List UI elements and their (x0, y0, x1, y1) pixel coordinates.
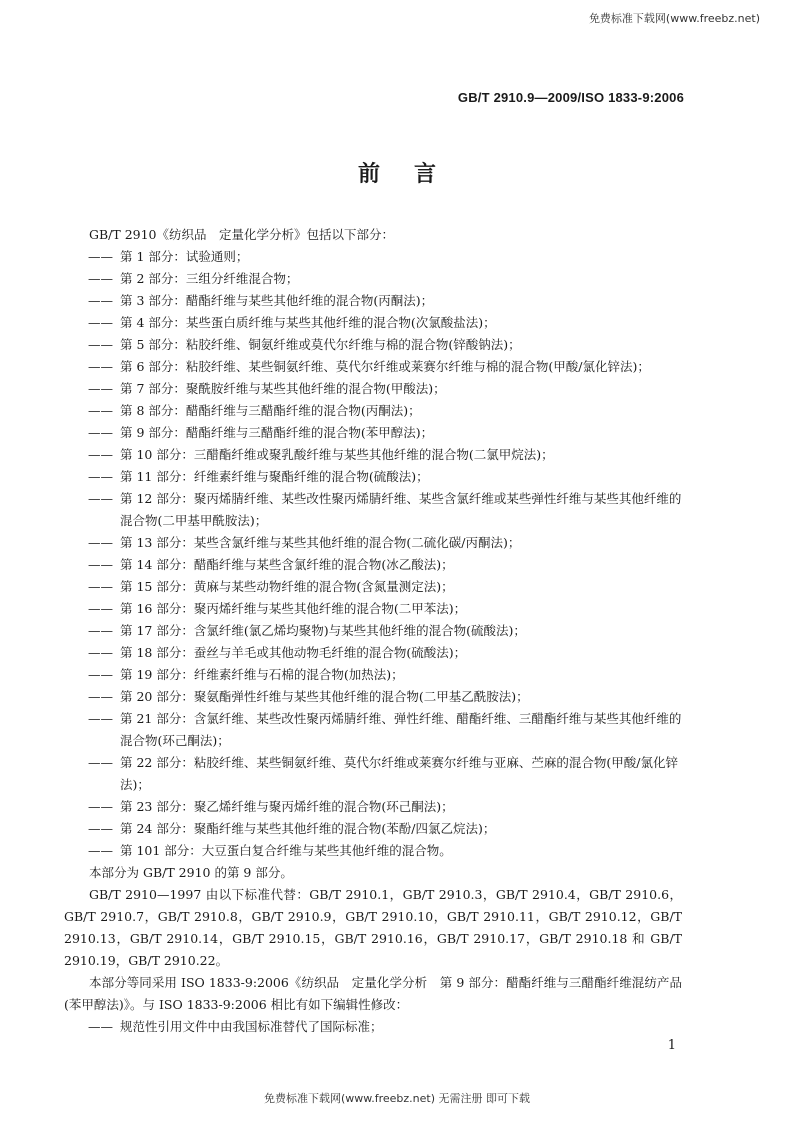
list-dash: —— (88, 821, 113, 836)
list-dash: —— (88, 293, 113, 308)
document-body (64, 224, 682, 1038)
intro-paragraph: GB/T 2910《纺织品 定量化学分析》包括以下部分： (89, 227, 395, 242)
list-item (88, 598, 682, 620)
list-dash: —— (88, 557, 113, 572)
list-dash: —— (88, 623, 113, 638)
list-item (88, 488, 682, 532)
list-item (88, 334, 682, 356)
list-dash: —— (88, 535, 113, 550)
list-dash: —— (88, 667, 113, 682)
list-dash: —— (88, 579, 113, 594)
list-dash: —— (88, 315, 113, 330)
list-dash: —— (88, 403, 113, 418)
list-item-text: 第 18 部分：蚕丝与羊毛或其他动物毛纤维的混合物(硫酸法)； (120, 645, 467, 660)
list-item (88, 708, 682, 752)
list-item-text: 第 13 部分：某些含氯纤维与某些其他纤维的混合物(二硫化碳/丙酮法)； (120, 535, 521, 550)
list-item (88, 1016, 682, 1038)
list-dash: —— (88, 711, 113, 726)
list-dash: —— (88, 425, 113, 440)
list-item-text: 第 8 部分：醋酯纤维与三醋酯纤维的混合物(丙酮法)； (120, 403, 421, 418)
list-item (88, 268, 682, 290)
list-dash: —— (88, 843, 113, 858)
list-item-text: 第 3 部分：醋酯纤维与某些其他纤维的混合物(丙酮法)； (120, 293, 434, 308)
list-dash: —— (88, 249, 113, 264)
list-dash: —— (88, 755, 113, 770)
list-item-text: 第 17 部分：含氯纤维(氯乙烯均聚物)与某些其他纤维的混合物(硫酸法)； (120, 623, 526, 638)
list-item (88, 554, 682, 576)
list-item-text: 第 1 部分：试验通则； (120, 249, 249, 264)
watermark-top: 免费标准下载网(www.freebz.net) (588, 12, 760, 25)
list-item-text: 第 22 部分：粘胶纤维、某些铜氨纤维、莫代尔纤维或莱赛尔纤维与亚麻、苎麻的混合物(甲酸/氯化锌法)； (120, 755, 678, 792)
list-item (88, 796, 682, 818)
list-item-text: 第 101 部分：大豆蛋白复合纤维与某些其他纤维的混合物。 (120, 843, 452, 858)
list-dash: —— (88, 491, 113, 506)
list-dash: —— (88, 381, 113, 396)
page-title: 前言 (357, 162, 470, 187)
list-item-text: 第 5 部分：粘胶纤维、铜氨纤维或莫代尔纤维与棉的混合物(锌酸钠法)； (120, 337, 521, 352)
list-dash: —— (88, 447, 113, 462)
list-item (88, 290, 682, 312)
adoption-statement: 本部分等同采用 ISO 1833-9:2006《纺织品 定量化学分析 第 9 部分：醋酯纤维与三醋酯纤维混纺产品(苯甲醇法)》。与 ISO 1833-9:2006 相比有如下编辑性修改： (64, 975, 682, 1012)
list-item (88, 422, 682, 444)
list-item (88, 312, 682, 334)
list-dash: —— (88, 689, 113, 704)
list-item-text: 第 24 部分：聚酯纤维与某些其他纤维的混合物(苯酚/四氯乙烷法)； (120, 821, 496, 836)
list-dash: —— (88, 1019, 113, 1034)
list-item-text: 第 6 部分：粘胶纤维、某些铜氨纤维、莫代尔纤维或莱赛尔纤维与棉的混合物(甲酸/氯化锌法)； (120, 359, 650, 374)
part-statement: 本部分为 GB/T 2910 的第 9 部分。 (89, 865, 293, 880)
list-item-text: 第 15 部分：黄麻与某些动物纤维的混合物(含氮量测定法)； (120, 579, 454, 594)
watermark-bottom: 免费标准下载网(www.freebz.net) 无需注册 即可下载 (263, 1092, 531, 1105)
list-item (88, 246, 682, 268)
list-item-text: 第 12 部分：聚丙烯腈纤维、某些改性聚丙烯腈纤维、某些含氯纤维或某些弹性纤维与某些其他纤维的混合物(二甲基甲酰胺法)； (120, 491, 682, 528)
list-item-text: 第 7 部分：聚酰胺纤维与某些其他纤维的混合物(甲酸法)； (120, 381, 446, 396)
list-item (88, 642, 682, 664)
list-dash: —— (88, 645, 113, 660)
list-item (88, 840, 682, 862)
list-item (88, 576, 682, 598)
parts-list (88, 246, 682, 862)
list-item-text: 第 9 部分：醋酯纤维与三醋酯纤维的混合物(苯甲醇法)； (120, 425, 434, 440)
list-item (88, 686, 682, 708)
list-item (88, 664, 682, 686)
list-item-text: 第 4 部分：某些蛋白质纤维与某些其他纤维的混合物(次氯酸盐法)； (120, 315, 496, 330)
list-dash: —— (88, 337, 113, 352)
list-item (88, 620, 682, 642)
list-item (88, 532, 682, 554)
list-item (88, 400, 682, 422)
list-dash: —— (88, 271, 113, 286)
list-item (88, 356, 682, 378)
list-item (88, 466, 682, 488)
list-item (88, 818, 682, 840)
list-item-text: 第 16 部分：聚丙烯纤维与某些其他纤维的混合物(二甲苯法)； (120, 601, 467, 616)
list-item (88, 752, 682, 796)
standard-number: GB/T 2910.9—2009/ISO 1833-9:2006 (457, 90, 684, 105)
list-item-text: 第 20 部分：聚氨酯弹性纤维与某些其他纤维的混合物(二甲基乙酰胺法)； (120, 689, 529, 704)
list-item-text: 第 21 部分：含氯纤维、某些改性聚丙烯腈纤维、弹性纤维、醋酯纤维、三醋酯纤维与某些其他纤维的混合物(环己酮法)； (120, 711, 682, 748)
list-item (88, 378, 682, 400)
replacement-statement: GB/T 2910—1997 由以下标准代替：GB/T 2910.1，GB/T 2910.3，GB/T 2910.4，GB/T 2910.6，GB/T 2910.7，GB/T 2910.8，GB/T 2910.9，GB/T 2910.10，GB/T 2910.11，GB/T 2910.12，GB/T 2910.13，GB/T 2910.14，GB/T 2910.15，GB/T 2910.16，GB/T 2910.17，GB/T 2910.18 和 GB/T 2910.19，GB/T 2910.22。 (64, 887, 682, 968)
list-item-text: 第 11 部分：纤维素纤维与聚酯纤维的混合物(硫酸法)； (120, 469, 429, 484)
list-item-text: 第 14 部分：醋酯纤维与某些含氯纤维的混合物(冰乙酸法)； (120, 557, 454, 572)
list-dash: —— (88, 359, 113, 374)
list-dash: —— (88, 601, 113, 616)
page-number: 1 (667, 1038, 676, 1053)
list-dash: —— (88, 799, 113, 814)
list-item-text: 规范性引用文件中由我国标准替代了国际标准； (120, 1019, 383, 1034)
list-item-text: 第 10 部分：三醋酯纤维或聚乳酸纤维与某些其他纤维的混合物(二氯甲烷法)； (120, 447, 554, 462)
list-item-text: 第 19 部分：纤维素纤维与石棉的混合物(加热法)； (120, 667, 404, 682)
list-dash: —— (88, 469, 113, 484)
list-item (88, 444, 682, 466)
list-item-text: 第 23 部分：聚乙烯纤维与聚丙烯纤维的混合物(环己酮法)； (120, 799, 454, 814)
list-item-text: 第 2 部分：三组分纤维混合物； (120, 271, 299, 286)
